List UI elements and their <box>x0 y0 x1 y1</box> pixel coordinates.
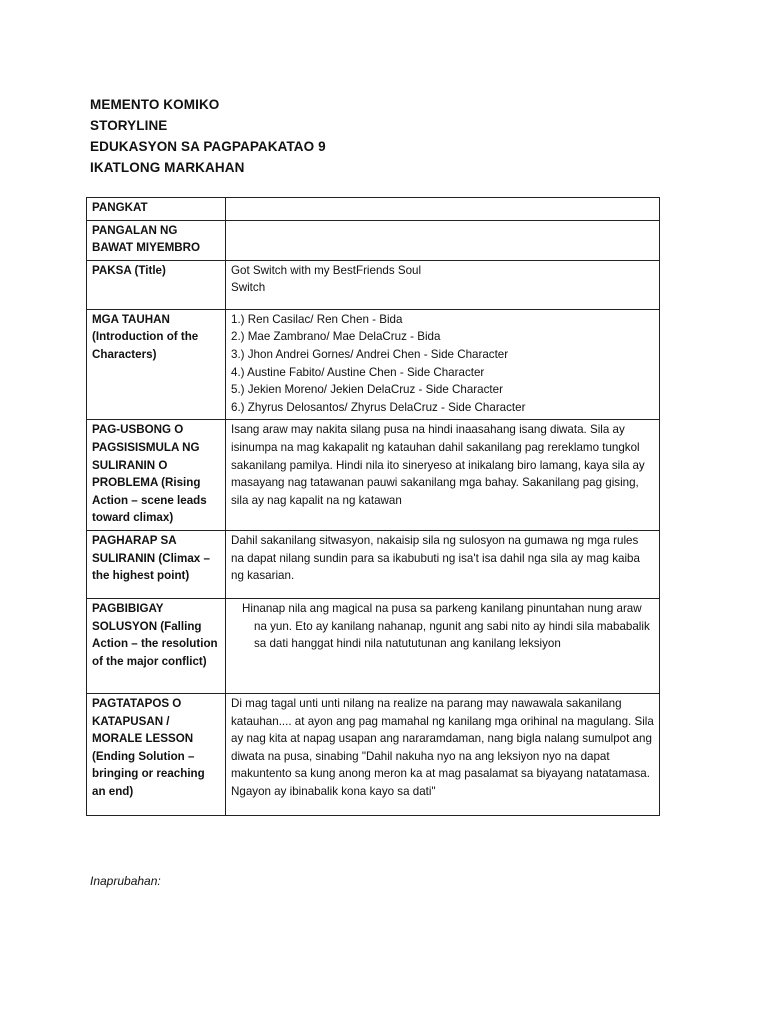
row-label-pagharap: PAGHARAP SA SULIRANIN (Climax – the highest point) <box>87 530 226 598</box>
row-label-pagtatapos: PAGTATAPOS O KATAPUSAN / MORALE LESSON (Ending Solution – bringing or reaching an end) <box>87 693 226 815</box>
row-value-pangalan <box>226 220 660 260</box>
table-row-paksa <box>87 260 660 309</box>
row-value-pagusbong: Isang araw may nakita silang pusa na hindi inaasahang isang diwata. Sila ay isinumpa na mag kakapalit ng katauhan dahil sakanilang pag rereklamo tungkol sakanilang pamilya. Hindi nila ito sineryeso at inikalang biro lamang, kaya sila ay masayang nag tatawanan pauwi sakanilang mga bahay. Sakanilang pag gising, sila ay nag kapalit na ng katawan <box>226 420 660 531</box>
header-line-storyline: STORYLINE <box>90 118 168 133</box>
approved-label: Inaprubahan: <box>90 874 161 888</box>
row-label-pangalan: PANGALAN NG BAWAT MIYEMBRO <box>87 220 226 260</box>
row-label-tauhan: MGA TAUHAN (Introduction of the Characters) <box>87 309 226 420</box>
row-value-pagbibigay <box>226 598 660 693</box>
character-item: 1.) Ren Casilac/ Ren Chen - Bida <box>231 312 403 326</box>
table-row-pagbibigay <box>87 598 660 693</box>
row-label-pagbibigay: PAGBIBIGAY SOLUSYON (Falling Action – the resolution of the major conflict) <box>87 598 226 693</box>
row-label-pangkat: PANGKAT <box>87 198 226 221</box>
row-value-tauhan <box>226 309 660 420</box>
character-item: 4.) Austine Fabito/ Austine Chen - Side Character <box>231 365 485 379</box>
row-label-pagusbong: PAG-USBONG O PAGSISISMULA NG SULIRANIN O PROBLEMA (Rising Action – scene leads toward climax) <box>87 420 226 531</box>
row-value-pangkat <box>226 198 660 221</box>
header-line-title: MEMENTO KOMIKO <box>90 97 220 112</box>
character-item: 2.) Mae Zambrano/ Mae DelaCruz - Bida <box>231 330 441 344</box>
table-row-pagtatapos <box>87 693 660 815</box>
character-item: 5.) Jekien Moreno/ Jekien DelaCruz - Side Character <box>231 383 503 397</box>
header-line-subject: EDUKASYON SA PAGPAPAKATAO 9 <box>90 139 326 154</box>
character-item: 6.) Zhyrus Delosantos/ Zhyrus DelaCruz - Side Character <box>231 400 526 414</box>
table-row-pangalan <box>87 220 660 260</box>
row-value-paksa: Got Switch with my BestFriends Soul Switch <box>226 260 660 309</box>
header-line-quarter: IKATLONG MARKAHAN <box>90 160 245 175</box>
solution-text: Hinanap nila ang magical na pusa sa parkeng kanilang pinuntahan nung araw na yun. Eto ay kanilang nahanap, ngunit ang sabi nito ay hindi sila mababalik sa dati hanggat hindi nila natututunan ang kanilang leksiyon <box>242 601 650 651</box>
table-row-pangkat <box>87 198 660 221</box>
table-row-pagusbong <box>87 420 660 531</box>
document-header <box>90 94 326 178</box>
table-row-pagharap <box>87 530 660 598</box>
row-value-pagharap: Dahil sakanilang sitwasyon, nakaisip sila ng sulosyon na gumawa ng mga rules na dapat nilang sundin para sa ikabubuti ng isa't isa dahil nga sila ay mag kaiba ng kasarian. <box>226 530 660 598</box>
row-value-pagtatapos: Di mag tagal unti unti nilang na realize na parang may nawawala sakanilang katauhan.... at ayon ang pag mamahal ng kanilang mga orihinal na magulang. Sila ay nag kita at napag usapan ang nararamdaman, nang bigla nalang sumulpot ang diwata na pusa, sinabing "Dahil nakuha nyo na ang leksiyon nyo na dapat makuntento sa kung anong meron ka at mag pasalamat sa biyayang natatamasa. Ngayon ay ibinabalik kona kayo sa dati" <box>226 693 660 815</box>
character-item: 3.) Jhon Andrei Gornes/ Andrei Chen - Side Character <box>231 347 509 361</box>
storyline-table <box>86 197 660 816</box>
row-label-paksa: PAKSA (Title) <box>87 260 226 309</box>
table-row-tauhan <box>87 309 660 420</box>
